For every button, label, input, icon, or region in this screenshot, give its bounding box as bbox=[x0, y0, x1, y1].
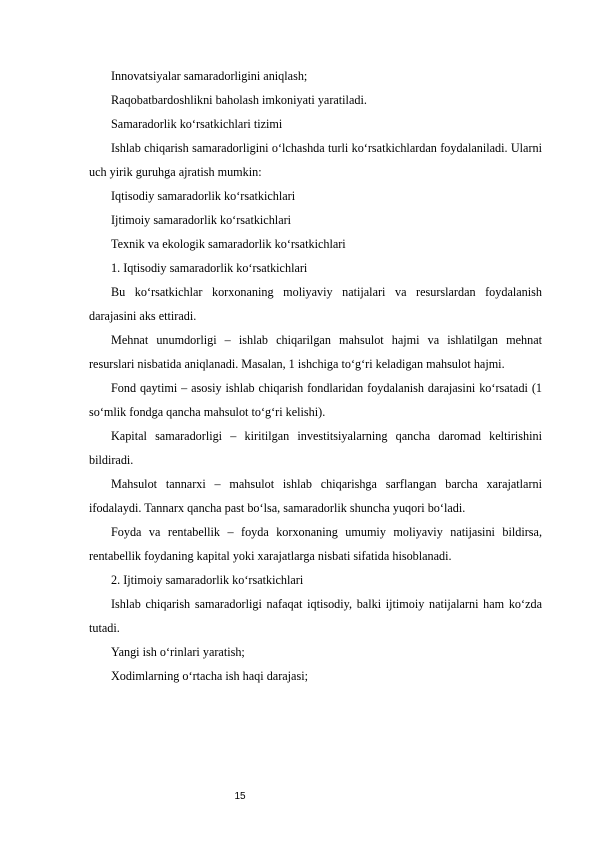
paragraph: Mahsulot tannarxi – mahsulot ishlab chiqarishga sarflangan barcha xarajatlarni ifodalaydi. Tannarx qancha past bo‘lsa, samaradorlik shuncha yuqori bo‘ladi. bbox=[89, 477, 542, 515]
paragraph: Kapital samaradorligi – kiritilgan investitsiyalarning qancha daromad keltirishini bildiradi. bbox=[89, 429, 542, 467]
paragraph: Mehnat unumdorligi – ishlab chiqarilgan mahsulot hajmi va ishlatilgan mehnat resurslari nisbatida aniqlanadi. Masalan, 1 ishchiga to‘g‘ri keladigan mahsulot hajmi. bbox=[89, 333, 542, 371]
paragraph: Ishlab chiqarish samaradorligini o‘lchashda turli ko‘rsatkichlardan foydalaniladi. Ularni uch yirik guruhga ajratish mumkin: bbox=[89, 141, 542, 179]
section-heading: 1. Iqtisodiy samaradorlik ko‘rsatkichlari bbox=[111, 261, 308, 275]
section-heading: Samaradorlik ko‘rsatkichlari tizimi bbox=[111, 117, 283, 131]
paragraph: Fond qaytimi – asosiy ishlab chiqarish fondlaridan foydalanish darajasini ko‘rsatadi (1 so‘mlik fondga qancha mahsulot to‘g‘ri kelishi). bbox=[89, 381, 542, 419]
paragraph: Bu ko‘rsatkichlar korxonaning moliyaviy natijalari va resurslardan foydalanish darajasini aks ettiradi. bbox=[89, 285, 542, 323]
list-item: Iqtisodiy samaradorlik ko‘rsatkichlari bbox=[111, 189, 296, 203]
section-heading: 2. Ijtimoiy samaradorlik ko‘rsatkichlari bbox=[111, 573, 304, 587]
page-body bbox=[89, 64, 542, 688]
list-item: Xodimlarning o‘rtacha ish haqi darajasi; bbox=[111, 669, 308, 683]
paragraph: Innovatsiyalar samaradorligini aniqlash; bbox=[111, 69, 308, 83]
paragraph: Raqobatbardoshlikni baholash imkoniyati yaratiladi. bbox=[111, 93, 367, 107]
paragraph: Ishlab chiqarish samaradorligi nafaqat iqtisodiy, balki ijtimoiy natijalarni ham ko‘zda tutadi. bbox=[89, 597, 542, 635]
list-item: Yangi ish o‘rinlari yaratish; bbox=[111, 645, 245, 659]
list-item: Texnik va ekologik samaradorlik ko‘rsatkichlari bbox=[111, 237, 346, 251]
list-item: Ijtimoiy samaradorlik ko‘rsatkichlari bbox=[111, 213, 292, 227]
paragraph: Foyda va rentabellik – foyda korxonaning umumiy moliyaviy natijasini bildirsa, rentabellik foydaning kapital yoki xarajatlarga nisbati sifatida hisoblanadi. bbox=[89, 525, 542, 563]
page-number: 15 bbox=[234, 791, 246, 802]
